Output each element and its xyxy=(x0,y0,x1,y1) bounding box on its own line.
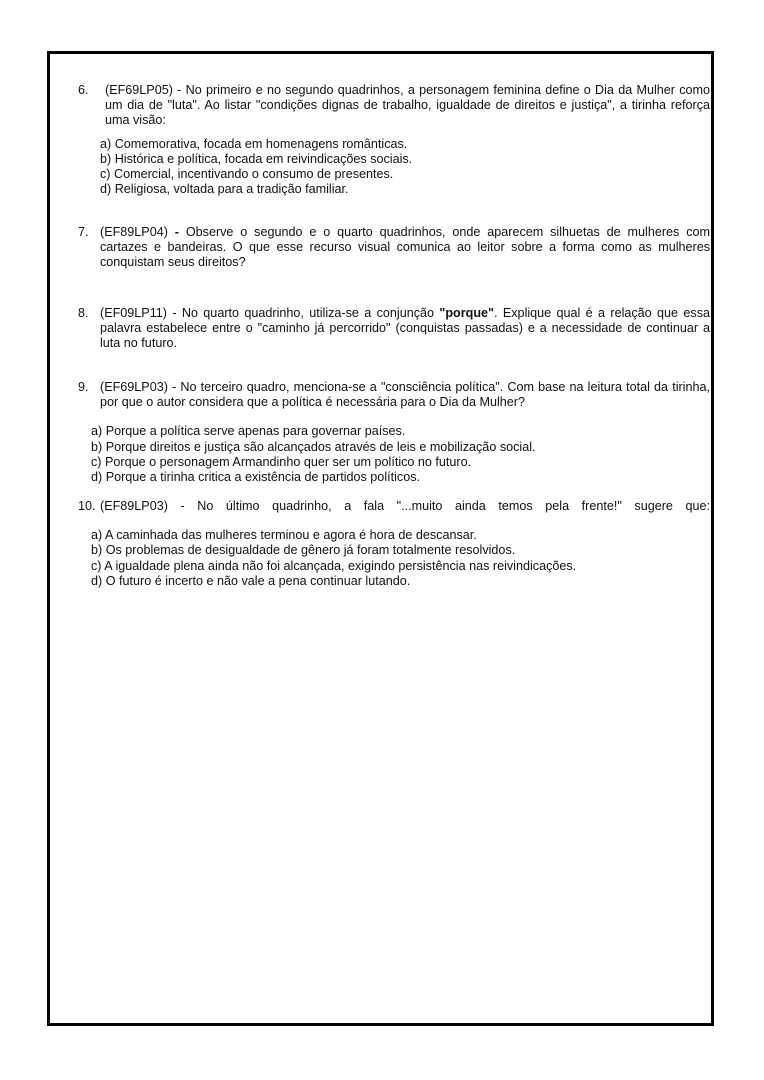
question-text: - No último quadrinho, a fala "...muito ainda temos pela frente!" sugere que: xyxy=(167,499,710,513)
question-dash: - xyxy=(167,225,186,239)
question-number: 10. xyxy=(78,499,96,513)
option-c: c) Porque o personagem Armandinho quer ser um político no futuro. xyxy=(91,454,472,469)
option-b: b) Porque direitos e justiça são alcançados através de leis e mobilização social. xyxy=(91,439,536,454)
question-number: 9. xyxy=(78,380,89,394)
question-stem xyxy=(100,306,710,352)
skill-code: (EF89LP03) xyxy=(100,499,168,513)
skill-code: (EF89LP04) xyxy=(100,225,168,239)
skill-code: (EF69LP03) xyxy=(100,380,168,394)
question-number: 8. xyxy=(78,306,89,320)
question-text: - No terceiro quadro, menciona-se a "consciência política". Com base na leitura total da tirinha, por que o autor considera que a política é necessária para o Dia da Mulher? xyxy=(100,380,710,410)
skill-code: (EF09LP11) xyxy=(100,306,167,320)
highlighted-word: "porque" xyxy=(439,306,495,320)
question-6 xyxy=(78,83,710,197)
question-stem xyxy=(100,380,710,410)
option-c: c) Comercial, incentivando o consumo de presentes. xyxy=(100,167,394,182)
option-c: c) A igualdade plena ainda não foi alcançada, exigindo persistência nas reivindicações. xyxy=(91,558,577,573)
question-number: 7. xyxy=(78,225,89,239)
option-a: a) Porque a política serve apenas para governar países. xyxy=(91,424,406,439)
question-text-after: . Explique qual é a relação que essa palavra estabelece entre o "caminho já percorrido" (conquistas passadas) e a necessidade de continuar a luta no futuro. xyxy=(100,306,710,351)
question-7 xyxy=(78,225,710,271)
option-a: a) Comemorativa, focada em homenagens românticas. xyxy=(100,136,408,151)
question-stem xyxy=(100,225,710,271)
options-list xyxy=(100,137,710,198)
question-8 xyxy=(78,306,710,352)
options-list xyxy=(91,528,710,589)
question-text: - No primeiro e no segundo quadrinhos, a personagem feminina define o Dia da Mulher como um dia de "luta". Ao listar "condições dignas de trabalho, igualdade de direitos e justiça", a tirinha reforça uma visão: xyxy=(105,83,710,128)
question-stem xyxy=(100,499,710,514)
question-stem xyxy=(105,83,710,129)
question-9 xyxy=(78,380,710,485)
options-list xyxy=(91,424,710,485)
option-b: b) Histórica e política, focada em reivindicações sociais. xyxy=(100,151,413,166)
question-10 xyxy=(78,499,710,589)
question-text: Observe o segundo e o quarto quadrinhos, onde aparecem silhuetas de mulheres com cartazes e bandeiras. O que esse recurso visual comunica ao leitor sobre a forma como as mulheres conquistam seus direitos? xyxy=(100,225,710,270)
option-d: d) Porque a tirinha critica a existência de partidos políticos. xyxy=(91,470,421,485)
question-text-before: - No quarto quadrinho, utiliza-se a conjunção xyxy=(166,306,440,320)
option-a: a) A caminhada das mulheres terminou e agora é hora de descansar. xyxy=(91,528,477,543)
question-number: 6. xyxy=(78,83,89,97)
skill-code: (EF69LP05) xyxy=(105,83,173,97)
option-d: d) O futuro é incerto e não vale a pena continuar lutando. xyxy=(91,573,411,588)
option-d: d) Religiosa, voltada para a tradição familiar. xyxy=(100,182,349,197)
option-b: b) Os problemas de desigualdade de gênero já foram totalmente resolvidos. xyxy=(91,543,516,558)
